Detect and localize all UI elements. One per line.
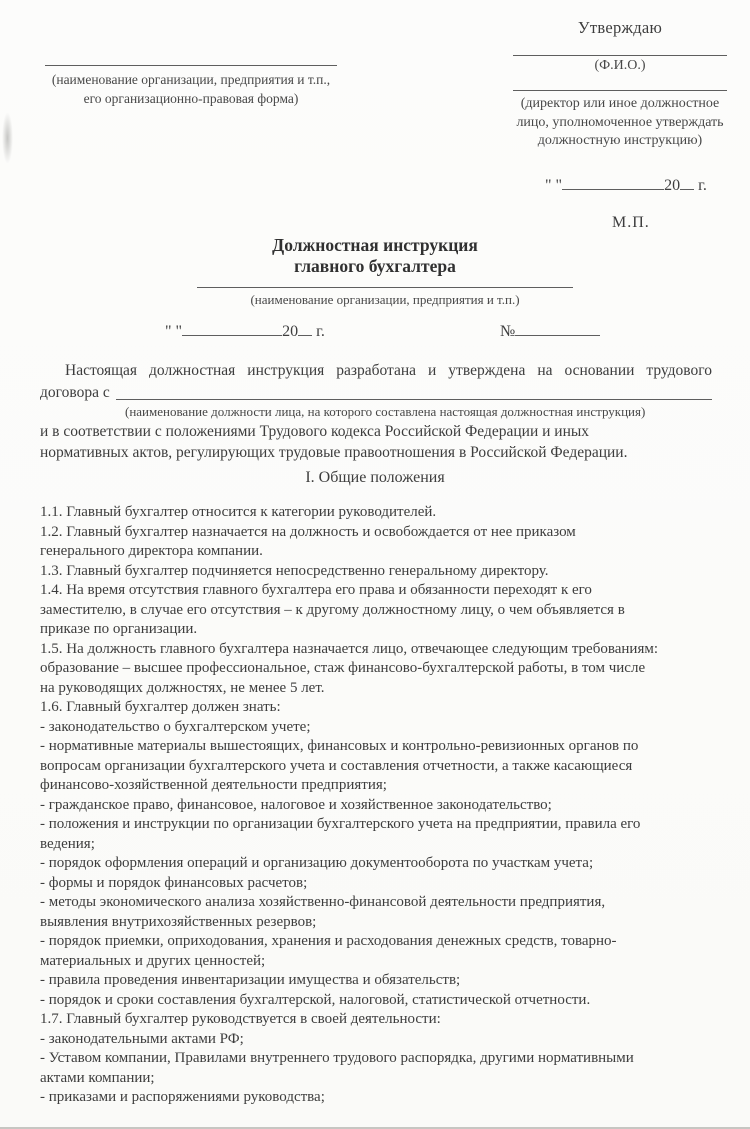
year-prefix: 20 xyxy=(664,177,681,194)
year-blank-line xyxy=(680,176,694,190)
section-heading: I. Общие положения xyxy=(305,469,445,486)
org-name-caption: (наименование организации, предприятия и т.п., xyxy=(51,72,331,87)
body-line: ведения; xyxy=(40,835,95,852)
body-line: вопросам организации бухгалтерского учета и составления отчетности, а также касающиеся xyxy=(40,757,633,774)
doc-number xyxy=(500,322,600,341)
intro-line: нормативных актов, регулирующих трудовые правоотношения в Российской Федерации. xyxy=(40,444,628,461)
doc-meta-row xyxy=(165,322,712,344)
body-line: - правила проведения инвентаризации имущества и обязательств; xyxy=(40,972,461,988)
intro-paragraph xyxy=(40,360,712,464)
year-blank-line xyxy=(298,322,312,336)
body-line: - гражданское право, финансовое, налоговое и хозяйственное законодательство; xyxy=(40,796,552,813)
approver-signature-blank-line xyxy=(513,38,727,56)
title-org-caption: (наименование организации, предприятия и т.п.) xyxy=(250,292,520,307)
approver-position-blank-line xyxy=(513,75,727,91)
body-line: на руководящих должностях, не менее 5 лет. xyxy=(40,679,325,696)
document-title-line: Должностная инструкция xyxy=(272,235,478,255)
date-quotes: " " xyxy=(545,177,563,194)
body-line: - формы и порядок финансовых расчетов; xyxy=(40,874,308,891)
approve-date-row xyxy=(545,176,707,195)
title-org-block xyxy=(197,270,573,308)
org-name-block xyxy=(45,40,337,108)
approver-authority-caption: лицо, уполномоченное утверждать xyxy=(516,114,724,130)
position-blank-line xyxy=(116,399,712,400)
body-line: финансово-хозяйственной деятельности предприятия; xyxy=(40,777,387,793)
body-line: 1.3. Главный бухгалтер подчиняется непосредственно генеральному директору. xyxy=(40,562,549,579)
document-title-line: главного бухгалтера xyxy=(294,256,456,276)
number-blank-line xyxy=(515,322,600,336)
body-line: - законодательство о бухгалтерском учете; xyxy=(40,718,311,735)
body-line: - порядок и сроки составления бухгалтерской, налоговой, статистической отчетности. xyxy=(40,991,591,1008)
body-line: - законодательными актами РФ; xyxy=(40,1030,244,1047)
date-blank-line xyxy=(182,322,282,336)
intro-line xyxy=(40,382,712,404)
org-name-caption: его организационно-правовая форма) xyxy=(83,91,299,106)
body-line: - порядок приемки, оприходования, хранения и расходования денежных средств, товарно- xyxy=(40,933,617,949)
year-suffix: г. xyxy=(316,323,325,340)
seal-mark: М.П. xyxy=(612,214,650,231)
year-prefix: 20 xyxy=(282,323,299,340)
year-suffix: г. xyxy=(698,177,707,194)
body-line: 1.7. Главный бухгалтер руководствуется в своей деятельности: xyxy=(40,1011,441,1027)
body-line: - нормативные материалы вышестоящих, финансовых и контрольно-ревизионных органов по xyxy=(40,738,639,754)
approver-authority-caption: должностную инструкцию) xyxy=(537,133,703,148)
body-line: генерального директора компании. xyxy=(40,543,263,559)
body-line: материальных и других ценностей; xyxy=(40,952,266,969)
fio-caption: (Ф.И.О.) xyxy=(594,58,646,73)
intro-line: Настоящая должностная инструкция разработана и утверждена на основании трудового xyxy=(65,362,712,379)
org-name-blank-line xyxy=(45,40,337,66)
body-line: 1.6. Главный бухгалтер должен знать: xyxy=(40,699,281,715)
body-line: 1.1. Главный бухгалтер относится к категории руководителей. xyxy=(40,504,437,520)
approver-authority-caption: (директор или иное должностное xyxy=(520,96,720,111)
date-blank-line xyxy=(562,176,664,190)
section-body xyxy=(40,503,725,1108)
body-line: - приказами и распоряжениями руководства; xyxy=(40,1089,325,1105)
body-line: 1.5. На должность главного бухгалтера назначается лицо, отвечающее следующим требованиям: xyxy=(40,640,659,657)
body-line: - Уставом компании, Правилами внутреннего трудового распорядка, другими нормативными xyxy=(40,1050,634,1066)
body-line: - положения и инструкции по организации бухгалтерского учета на предприятии, правила его xyxy=(40,816,641,832)
body-line: образование – высшее профессиональное, стаж финансово-бухгалтерской работы, в том числе xyxy=(40,660,646,676)
body-line: - порядок оформления операций и организацию документооборота по участкам учета; xyxy=(40,855,594,871)
body-line: актами компании; xyxy=(40,1069,155,1086)
doc-date xyxy=(165,322,325,341)
body-line: 1.2. Главный бухгалтер назначается на должность и освобождается от нее приказом xyxy=(40,523,576,540)
number-label: № xyxy=(500,323,516,340)
date-quotes: " " xyxy=(165,323,183,340)
body-line: - методы экономического анализа хозяйственно-финансовой деятельности предприятия, xyxy=(40,894,606,910)
body-line: приказе по организации. xyxy=(40,621,198,637)
body-line: заместителю, в случае его отсутствия – к другому должностному лицу, о чем объявляется в xyxy=(40,601,625,618)
approve-block xyxy=(513,18,727,151)
approve-label: Утверждаю xyxy=(577,18,663,37)
body-line: выявления внутрихозяйственных резервов; xyxy=(40,913,317,930)
scan-smudge xyxy=(2,112,13,164)
position-caption: (наименование должности лица, на которого составлена настоящая должностная инструкция) xyxy=(125,404,646,419)
intro-line: и в соответствии с положениями Трудового кодекса Российской Федерации и иных xyxy=(40,422,590,440)
title-org-blank-line xyxy=(197,270,573,288)
body-line: 1.4. На время отсутствия главного бухгалтера его права и обязанности переходят к его xyxy=(40,582,592,598)
intro-line-prefix: договора с xyxy=(40,383,110,401)
